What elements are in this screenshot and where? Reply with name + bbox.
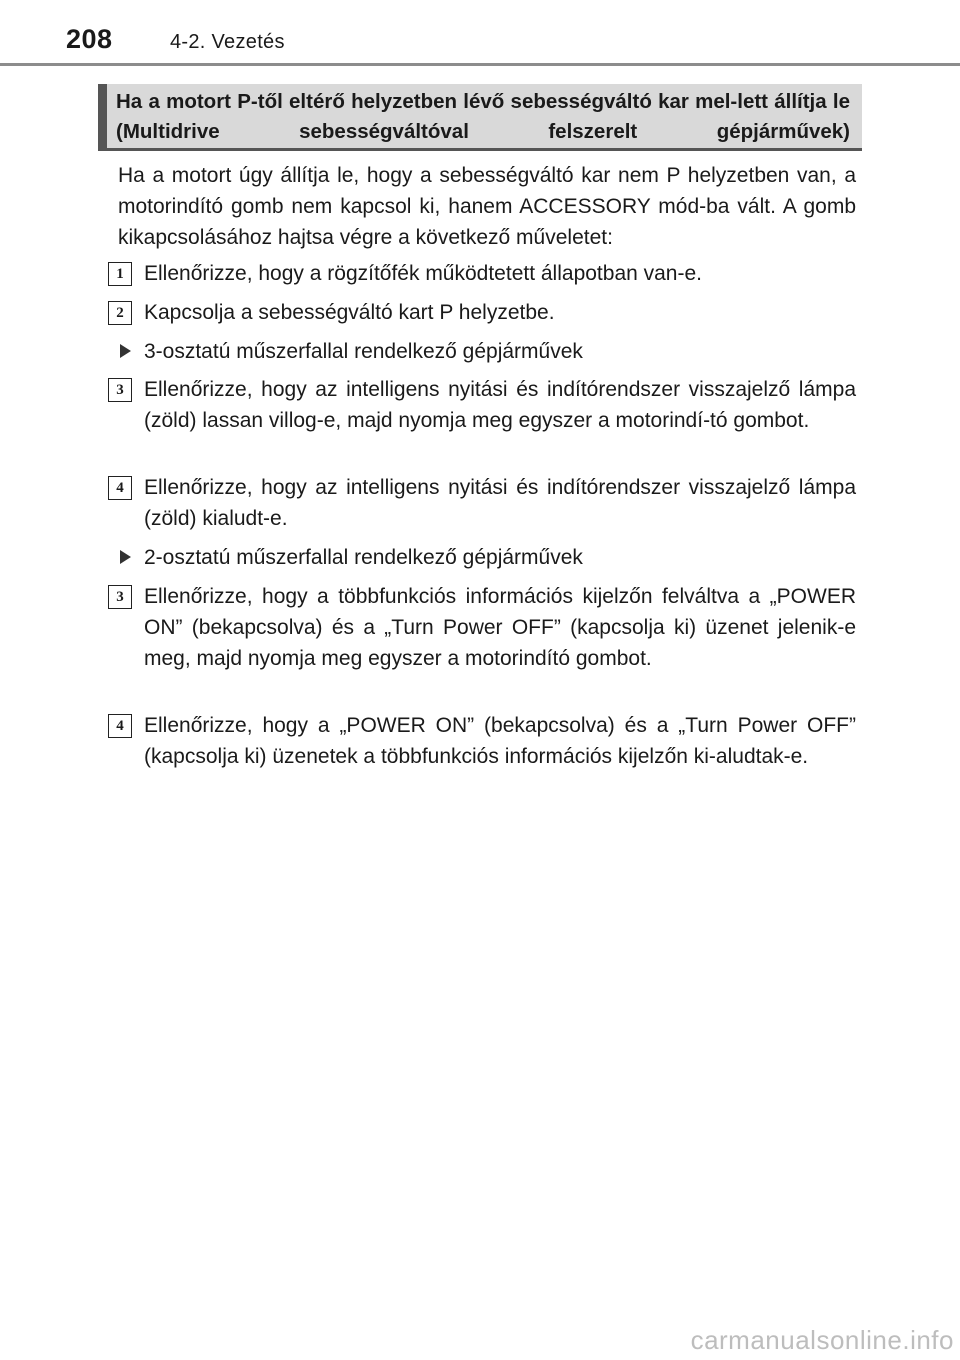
step-number-badge: 3: [108, 585, 132, 609]
step-text: Ellenőrizze, hogy a rögzítőfék működtetett állapotban van-e.: [144, 262, 702, 285]
watermark: carmanualsonline.info: [690, 1325, 954, 1355]
step-number-badge: 3: [108, 378, 132, 402]
step-number-badge: 4: [108, 476, 132, 500]
section-title: 4-2. Vezetés: [170, 31, 285, 53]
header-rule: [0, 63, 960, 66]
topic-heading-box: [98, 84, 862, 151]
right-triangle-arrow-icon: [120, 344, 131, 358]
step-number-badge: 2: [108, 301, 132, 325]
step-text: Kapcsolja a sebességváltó kart P helyzetbe.: [144, 301, 555, 324]
step-number-badge: 1: [108, 262, 132, 286]
right-triangle-arrow-icon: [120, 550, 131, 564]
page-number: 208: [66, 24, 113, 54]
page-header: [0, 0, 960, 70]
variant-heading-2-panel: 2-osztatú műszerfallal rendelkező gépjárművek: [144, 546, 583, 569]
step-text: Ellenőrizze, hogy a „POWER ON” (bekapcsolva) és a „Turn Power OFF” (kapcsolja ki) üzenetek a többfunkciós információs kijelzőn ki-aludtak-e.: [144, 714, 856, 768]
step-number-badge: 4: [108, 714, 132, 738]
step-text: Ellenőrizze, hogy az intelligens nyitási és indítórendszer visszajelző lámpa (zöld) lassan villog-e, majd nyomja meg egyszer a motorindí-tó gombot.: [144, 378, 856, 432]
step-text: Ellenőrizze, hogy az intelligens nyitási és indítórendszer visszajelző lámpa (zöld) kialudt-e.: [144, 476, 856, 530]
intro-paragraph: Ha a motort úgy állítja le, hogy a sebességváltó kar nem P helyzetben van, a motorindító gomb nem kapcsol ki, hanem ACCESSORY mód-ba vált. A gomb kikapcsolásához hajtsa végre a következő műveletet:: [118, 164, 856, 249]
topic-heading: Ha a motort P-től eltérő helyzetben lévő sebességváltó kar mel-lett állítja le (Multidrive sebességváltóval felszerelt gépjárművek): [116, 90, 850, 143]
topic-accent-bar: [98, 84, 107, 148]
step-text: Ellenőrizze, hogy a többfunkciós információs kijelzőn felváltva a „POWER ON” (bekapcsolva) és a „Turn Power OFF” (kapcsolja ki) üzenet jelenik-e meg, majd nyomja meg egyszer a motorindító gombot.: [144, 585, 856, 670]
variant-heading-3-panel: 3-osztatú műszerfallal rendelkező gépjárművek: [144, 340, 583, 363]
